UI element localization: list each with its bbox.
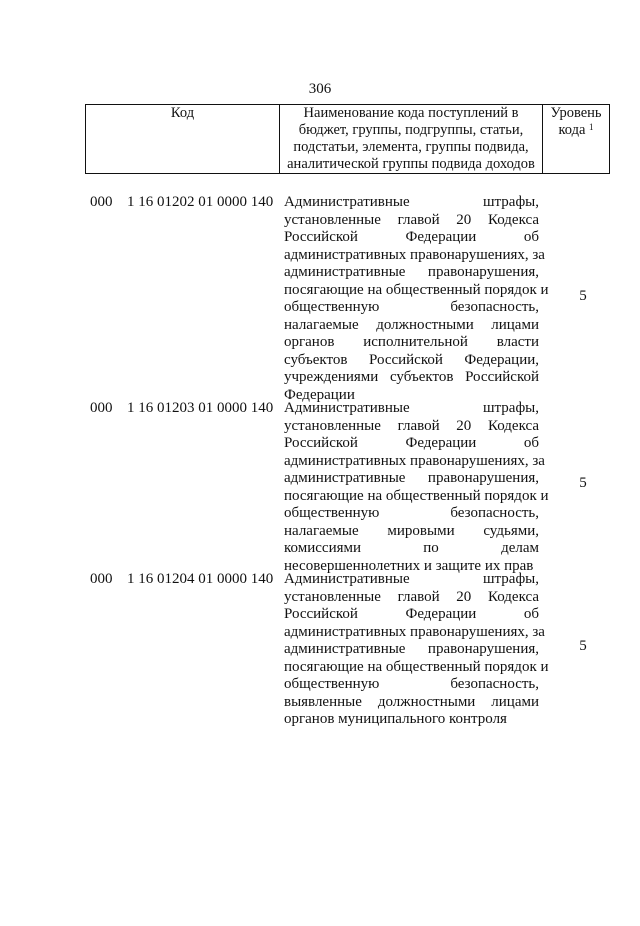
entry-description <box>284 571 549 729</box>
description-line: субъектов Российской Федерации, <box>284 351 539 368</box>
description-line: Российской Федерации об <box>284 229 539 245</box>
description-line: посягающие на общественный порядок и <box>284 281 549 298</box>
description-line: установленные главой 20 Кодекса <box>284 211 539 228</box>
description-line: Российской Федерации об <box>284 606 539 622</box>
header-name-line: аналитической группы подвида доходов <box>287 156 535 172</box>
description-line: административные правонарушения, <box>284 470 539 486</box>
description-line: посягающие на общественный порядок и <box>284 487 549 504</box>
header-level-word: кода <box>558 122 586 138</box>
header-name-line: подстатьи, элемента, группы подвида, <box>293 139 529 155</box>
description-line: установленные главой 20 Кодекса <box>284 417 539 434</box>
entry-description <box>284 194 549 404</box>
description-line: административные правонарушения, <box>284 264 539 280</box>
description-line: налагаемые должностными лицами <box>284 316 539 333</box>
entry-level: 5 <box>579 288 587 304</box>
description-line: общественную безопасность, <box>284 505 539 521</box>
entry-prefix: 000 <box>90 400 113 416</box>
entry-level: 5 <box>579 475 587 491</box>
page-number: 306 <box>308 81 332 97</box>
description-line: Российской Федерации об <box>284 435 539 451</box>
entry-prefix: 000 <box>90 571 113 587</box>
table-header <box>85 104 610 174</box>
entry-description <box>284 400 549 575</box>
header-code: Код <box>86 105 280 174</box>
description-line: Административные штрафы, <box>284 400 539 416</box>
header-name-line: бюджет, группы, подгруппы, статьи, <box>298 122 524 138</box>
description-line: Административные штрафы, <box>284 194 539 210</box>
header-name <box>280 105 543 174</box>
description-line: налагаемые мировыми судьями, <box>284 522 539 539</box>
description-line: органов муниципального контроля <box>284 711 507 727</box>
description-line: административные правонарушения, <box>284 641 539 657</box>
entry-code: 1 16 01203 01 0000 140 <box>127 400 274 416</box>
footnote-marker: 1 <box>589 122 594 132</box>
description-line: Административные штрафы, <box>284 571 539 587</box>
entry-code: 1 16 01204 01 0000 140 <box>127 571 274 587</box>
description-line: административных правонарушениях, за <box>284 452 545 469</box>
description-line: несовершеннолетних и защите их прав <box>284 557 534 574</box>
description-line: Федерации <box>284 386 355 403</box>
description-line: установленные главой 20 Кодекса <box>284 588 539 605</box>
entry-code: 1 16 01202 01 0000 140 <box>127 194 274 210</box>
description-line: административных правонарушениях, за <box>284 246 545 263</box>
description-line: посягающие на общественный порядок и <box>284 658 549 675</box>
description-line: общественную безопасность, <box>284 299 539 315</box>
description-line: учреждениями субъектов Российской <box>284 369 539 385</box>
header-name-line: Наименование кода поступлений в <box>303 105 519 121</box>
description-line: комиссиями по делам <box>284 540 539 556</box>
description-line: органов исполнительной власти <box>284 334 539 350</box>
header-level-line2 <box>545 122 607 139</box>
header-level-line1: Уровень <box>550 105 602 121</box>
entry-level: 5 <box>579 638 587 654</box>
description-line: выявленные должностными лицами <box>284 693 539 710</box>
entry-prefix: 000 <box>90 194 113 210</box>
header-level <box>543 105 610 174</box>
description-line: административных правонарушениях, за <box>284 623 545 640</box>
description-line: общественную безопасность, <box>284 676 539 692</box>
